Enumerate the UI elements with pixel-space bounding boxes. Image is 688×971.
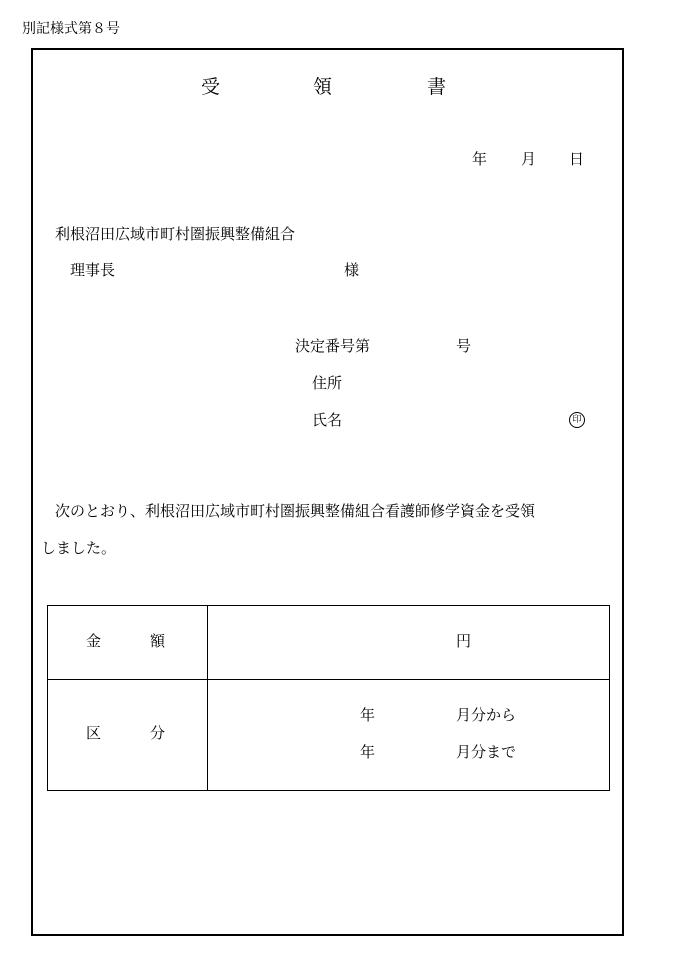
title-char-1: 受	[201, 76, 221, 98]
amount-label-char-1: 金	[86, 632, 102, 650]
period-from-year: 年	[360, 706, 376, 724]
recipient-honorific: 様	[344, 261, 360, 279]
body-text-line-1: 次のとおり、利根沼田広域市町村圏振興整備組合看護師修学資金を受領	[55, 502, 536, 520]
category-label-char-1: 区	[86, 724, 102, 742]
title-char-3: 書	[427, 76, 447, 98]
decision-number-prefix: 決定番号第	[295, 337, 371, 355]
address-label: 住所	[312, 374, 343, 392]
date-day-label: 日	[569, 150, 585, 168]
table-row-divider	[48, 679, 609, 680]
receipt-table	[47, 605, 610, 791]
seal-icon: 印	[569, 412, 585, 428]
form-number-label: 別記様式第８号	[22, 21, 120, 37]
date-year-label: 年	[472, 150, 488, 168]
table-column-divider	[207, 606, 208, 790]
amount-label-char-2: 額	[150, 632, 166, 650]
date-month-label: 月	[521, 150, 537, 168]
category-label-char-2: 分	[150, 724, 166, 742]
recipient-position: 理事長	[70, 261, 116, 279]
decision-number-suffix: 号	[456, 337, 472, 355]
title-char-2: 領	[313, 76, 333, 98]
recipient-organization: 利根沼田広域市町村圏振興整備組合	[55, 225, 296, 243]
document-frame	[31, 48, 624, 936]
period-from-month: 月分から	[456, 706, 517, 724]
period-to-year: 年	[360, 743, 376, 761]
amount-unit-yen: 円	[456, 632, 472, 650]
period-to-month: 月分まで	[456, 743, 517, 761]
body-text-line-2: しました。	[41, 539, 117, 557]
name-label: 氏名	[312, 411, 343, 429]
